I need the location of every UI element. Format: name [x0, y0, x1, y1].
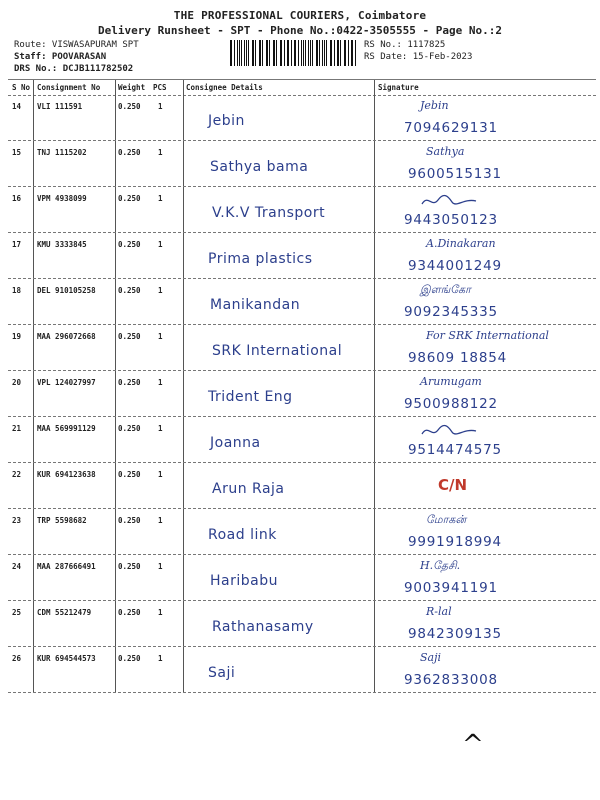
row-consignment-no: VLI 111591 [37, 102, 83, 111]
header-consignment: Consignment No [37, 83, 101, 92]
row-phone: 9842309135 [408, 626, 502, 642]
row-weight: 0.250 [118, 470, 141, 479]
row-consignment-no: MAA 287666491 [37, 562, 96, 571]
row-phone: 9443050123 [404, 212, 498, 228]
row-separator [8, 416, 596, 417]
row-signature: Sathya [426, 145, 465, 158]
row-sno: 19 [12, 332, 22, 341]
row-consignment-no: VPM 4938099 [37, 194, 87, 203]
row-consignment-no: VPL 124027997 [37, 378, 96, 387]
row-consignment-no: DEL 910105258 [37, 286, 96, 295]
row-phone: 9600515131 [408, 166, 502, 182]
row-pcs: 1 [158, 608, 163, 617]
row-weight: 0.250 [118, 562, 141, 571]
row-pcs: 1 [158, 470, 163, 479]
row-pcs: 1 [158, 424, 163, 433]
header-pcs: PCS [153, 83, 167, 92]
row-weight: 0.250 [118, 194, 141, 203]
row-phone: 9500988122 [404, 396, 498, 412]
row-pcs: 1 [158, 148, 163, 157]
row-weight: 0.250 [118, 654, 141, 663]
row-consignee-name: Haribabu [210, 573, 278, 589]
header-consignee: Consignee Details [186, 83, 263, 92]
row-phone: 9003941191 [404, 580, 498, 596]
row-consignee-name: SRK International [212, 343, 343, 359]
row-separator [8, 600, 596, 601]
barcode [230, 40, 358, 66]
row-separator [8, 646, 596, 647]
row-weight: 0.250 [118, 424, 141, 433]
row-signature: Arumugam [420, 375, 482, 388]
row-weight: 0.250 [118, 286, 141, 295]
runsheet-title: Delivery Runsheet - SPT - Phone No.:0422-3505555 - Page No.:2 [98, 24, 502, 37]
row-weight: 0.250 [118, 332, 141, 341]
signature-scribble [420, 192, 480, 210]
row-consignment-no: TRP 5598682 [37, 516, 87, 525]
company-title: THE PROFESSIONAL COURIERS, Coimbatore [173, 9, 427, 22]
row-signature: Saji [420, 651, 442, 664]
row-phone: 9362833008 [404, 672, 498, 688]
row-consignment-no: MAA 569991129 [37, 424, 96, 433]
row-pcs: 1 [158, 516, 163, 525]
row-consignment-no: KUR 694544573 [37, 654, 96, 663]
row-consignee-name: Joanna [210, 435, 261, 451]
check-mark: ^ [462, 730, 484, 760]
row-sno: 20 [12, 378, 22, 387]
row-sno: 26 [12, 654, 22, 663]
row-phone: 9344001249 [408, 258, 502, 274]
row-consignee-name: Sathya bama [210, 159, 309, 175]
row-sno: 15 [12, 148, 22, 157]
row-pcs: 1 [158, 562, 163, 571]
header-weight: Weight [118, 83, 146, 92]
route-label: Route: VISWASAPURAM SPT [14, 40, 139, 50]
row-consignment-no: MAA 296072668 [37, 332, 96, 341]
row-consignee-name: Jebin [208, 113, 245, 129]
row-pcs: 1 [158, 102, 163, 111]
row-signature: C/N [438, 476, 468, 494]
row-pcs: 1 [158, 240, 163, 249]
row-consignment-no: KMU 3333845 [37, 240, 87, 249]
row-pcs: 1 [158, 332, 163, 341]
row-separator [8, 278, 596, 279]
row-sno: 14 [12, 102, 22, 111]
row-consignee-name: V.K.V Transport [212, 205, 326, 221]
row-signature: இளங்கோ [420, 283, 471, 296]
row-sno: 24 [12, 562, 22, 571]
row-weight: 0.250 [118, 148, 141, 157]
row-consignment-no: CDM 55212479 [37, 608, 92, 617]
row-consignment-no: TNJ 1115202 [37, 148, 87, 157]
row-weight: 0.250 [118, 608, 141, 617]
row-separator [8, 462, 596, 463]
row-signature: மோகன் [426, 513, 467, 526]
row-separator [8, 186, 596, 187]
row-consignee-name: Prima plastics [208, 251, 313, 267]
row-consignee-name: Manikandan [210, 297, 301, 313]
row-separator [8, 508, 596, 509]
header-signature: Signature [378, 83, 419, 92]
table-top-border [8, 79, 596, 80]
rs-date: RS Date: 15-Feb-2023 [364, 52, 473, 62]
header-divider [8, 95, 596, 96]
row-weight: 0.250 [118, 102, 141, 111]
row-consignee-name: Saji [208, 665, 236, 681]
row-sno: 18 [12, 286, 22, 295]
row-separator [8, 324, 596, 325]
row-phone: 98609 18854 [408, 350, 507, 366]
row-consignee-name: Road link [208, 527, 277, 543]
row-pcs: 1 [158, 286, 163, 295]
row-phone: 9092345335 [404, 304, 498, 320]
row-weight: 0.250 [118, 240, 141, 249]
row-consignment-no: KUR 694123638 [37, 470, 96, 479]
header-sno: S No [12, 83, 31, 92]
row-consignee-name: Trident Eng [208, 389, 293, 405]
row-sno: 17 [12, 240, 22, 249]
row-sno: 21 [12, 424, 22, 433]
staff-label: Staff: POOVARASAN [14, 52, 107, 62]
row-consignee-name: Rathanasamy [212, 619, 314, 635]
rs-number: RS No.: 1117825 [364, 40, 446, 50]
row-weight: 0.250 [118, 516, 141, 525]
row-consignee-name: Arun Raja [212, 481, 285, 497]
row-signature: Jebin [420, 99, 449, 112]
row-sno: 25 [12, 608, 22, 617]
drs-label: DRS No.: DCJB111782502 [14, 64, 134, 74]
row-sno: 22 [12, 470, 22, 479]
row-pcs: 1 [158, 194, 163, 203]
row-separator [8, 232, 596, 233]
row-phone: 9991918994 [408, 534, 502, 550]
signature-scribble [420, 422, 480, 440]
row-weight: 0.250 [118, 378, 141, 387]
row-pcs: 1 [158, 378, 163, 387]
row-separator [8, 370, 596, 371]
row-signature: R-lal [426, 605, 452, 618]
row-separator [8, 554, 596, 555]
row-sno: 23 [12, 516, 22, 525]
row-separator [8, 692, 596, 693]
row-signature: For SRK International [426, 329, 549, 342]
row-pcs: 1 [158, 654, 163, 663]
row-phone: 9514474575 [408, 442, 502, 458]
row-signature: A.Dinakaran [426, 237, 496, 250]
row-signature: H.தேசி. [420, 559, 461, 572]
row-phone: 7094629131 [404, 120, 498, 136]
row-sno: 16 [12, 194, 22, 203]
row-separator [8, 140, 596, 141]
